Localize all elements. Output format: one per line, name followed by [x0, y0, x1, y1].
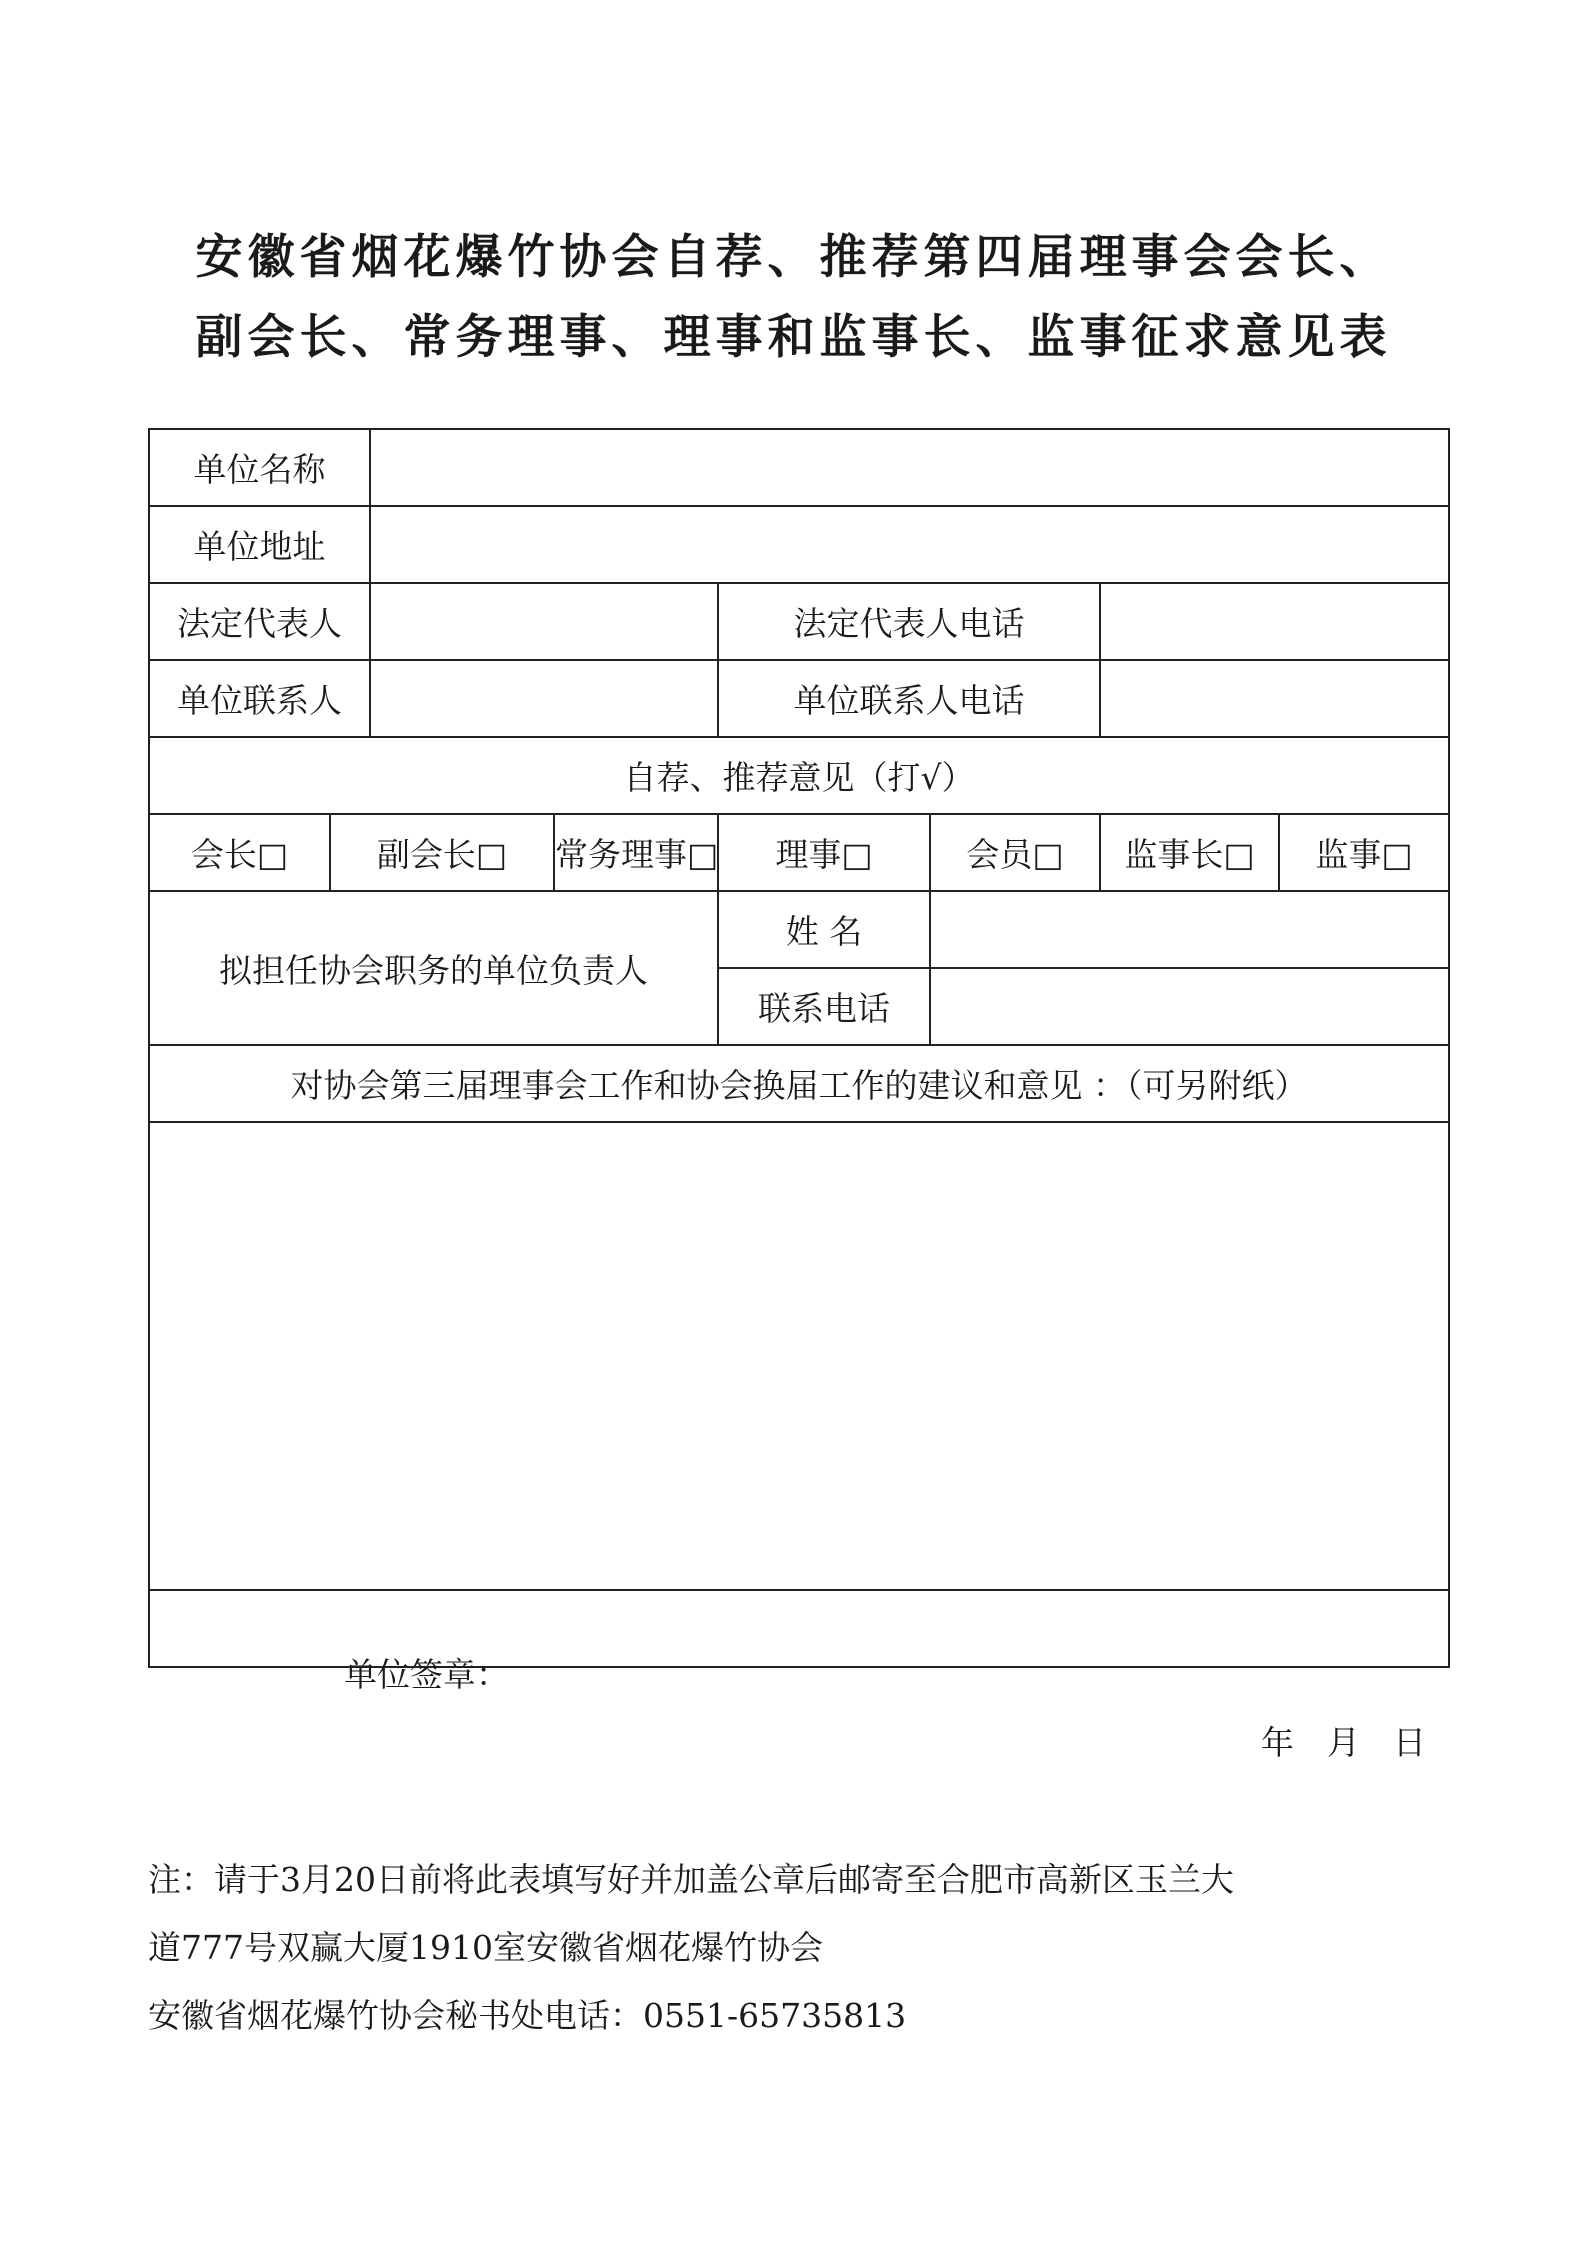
row-unit-address — [149, 506, 1449, 583]
phone-label: 联系电话 — [718, 968, 930, 1045]
option-chief-supervisor-checkbox[interactable]: 监事长□ — [1100, 814, 1279, 891]
legal-rep-phone-field[interactable] — [1100, 583, 1449, 660]
option-standing-director-checkbox[interactable]: 常务理事□ — [554, 814, 718, 891]
notes-section — [148, 1846, 1458, 2050]
unit-name-field[interactable] — [370, 429, 1449, 506]
signature-cell[interactable] — [149, 1590, 1449, 1762]
document-title-line-1: 安徽省烟花爆竹协会自荐、推荐第四届理事会会长、 — [195, 230, 1392, 285]
row-recommend-header — [149, 737, 1449, 814]
option-president-checkbox[interactable]: 会长□ — [149, 814, 330, 891]
document-title-line-2: 副会长、常务理事、理事和监事长、监事征求意见表 — [195, 310, 1392, 365]
option-director-checkbox[interactable]: 理事□ — [718, 814, 930, 891]
option-member-checkbox[interactable]: 会员□ — [930, 814, 1100, 891]
option-vice-president-checkbox[interactable]: 副会长□ — [330, 814, 554, 891]
unit-address-label: 单位地址 — [149, 506, 370, 583]
legal-rep-phone-label: 法定代表人电话 — [718, 583, 1100, 660]
row-suggestion-header — [149, 1045, 1449, 1122]
date-label: 年 月 日 — [1261, 1723, 1427, 1762]
row-responsible-name — [149, 891, 1449, 968]
note-line-1: 注：请于3月20日前将此表填写好并加盖公章后邮寄至合肥市高新区玉兰大 — [148, 1860, 1234, 1899]
option-supervisor-checkbox[interactable]: 监事□ — [1279, 814, 1449, 891]
row-contact — [149, 660, 1449, 737]
contact-phone-field[interactable] — [1100, 660, 1449, 737]
recommend-header: 自荐、推荐意见（打√） — [149, 737, 1449, 814]
row-signature — [149, 1590, 1449, 1667]
seal-label: 单位签章： — [344, 1655, 509, 1694]
legal-rep-label: 法定代表人 — [149, 583, 370, 660]
row-unit-name — [149, 429, 1449, 506]
row-legal-rep — [149, 583, 1449, 660]
name-field[interactable] — [930, 891, 1449, 968]
suggestion-textarea[interactable] — [149, 1122, 1449, 1590]
contact-phone-label: 单位联系人电话 — [718, 660, 1100, 737]
contact-field[interactable] — [370, 660, 718, 737]
unit-address-field[interactable] — [370, 506, 1449, 583]
suggestion-header: 对协会第三届理事会工作和协会换届工作的建议和意见 ：（可另附纸） — [149, 1045, 1449, 1122]
contact-label: 单位联系人 — [149, 660, 370, 737]
legal-rep-field[interactable] — [370, 583, 718, 660]
note-line-3: 安徽省烟花爆竹协会秘书处电话：0551-65735813 — [148, 1996, 907, 2035]
name-label: 姓 名 — [718, 891, 930, 968]
opinion-form-table — [148, 428, 1450, 1762]
unit-name-label: 单位名称 — [149, 429, 370, 506]
row-position-options — [149, 814, 1449, 891]
responsible-person-label: 拟担任协会职务的单位负责人 — [149, 891, 718, 1045]
phone-field[interactable] — [930, 968, 1449, 1045]
row-suggestion-body — [149, 1122, 1449, 1590]
note-line-2: 道777号双赢大厦1910室安徽省烟花爆竹协会 — [148, 1928, 823, 1967]
